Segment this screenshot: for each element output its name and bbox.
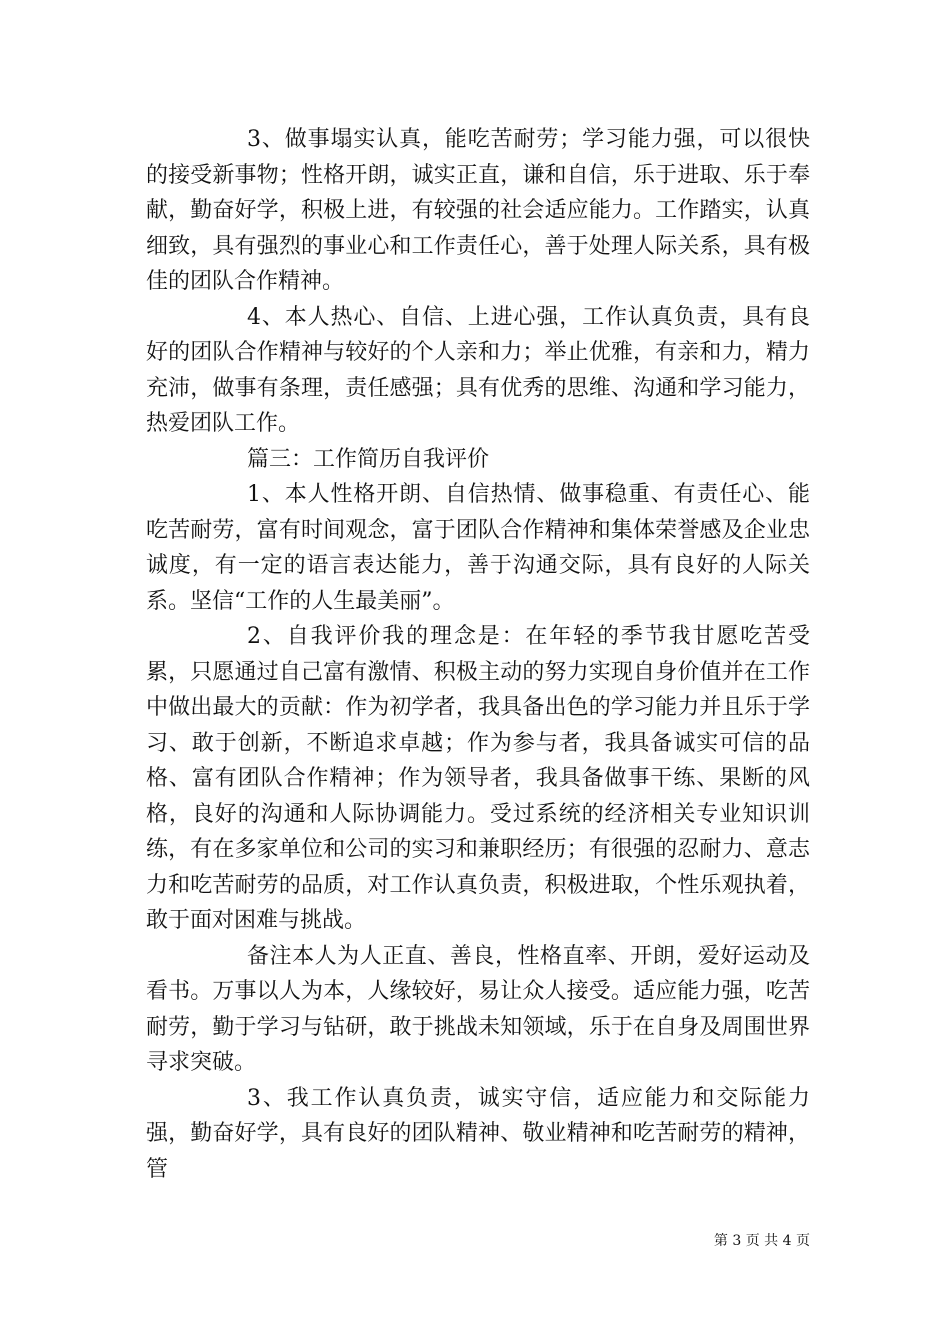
- page-number-footer: 第 3 页 共 4 页: [713, 1233, 810, 1249]
- paragraph-item-3: 3、做事塌实认真，能吃苦耐劳；学习能力强，可以很快的接受新事物；性格开朗，诚实正直，谦和自信，乐于进取、乐于奉献，勤奋好学，积极上进，有较强的社会适应能力。工作踏实，认真细致，具有强烈的事业心和工作责任心，善于处理人际关系，具有极佳的团队合作精神。: [146, 127, 810, 294]
- paragraph-item-1: 1、本人性格开朗、自信热情、做事稳重、有责任心、能吃苦耐劳，富有时间观念，富于团队合作精神和集体荣誉感及企业忠诚度，有一定的语言表达能力，善于沟通交际，具有良好的人际关系。坚信“工作的人生最美丽”。: [146, 482, 810, 614]
- document-body: [146, 122, 810, 1187]
- paragraph-item-2: 2、自我评价我的理念是：在年轻的季节我甘愿吃苦受累，只愿通过自己富有激情、积极主动的努力实现自身价值并在工作中做出最大的贡献：作为初学者，我具备出色的学习能力并且乐于学习、敢于创新，不断追求卓越；作为参与者，我具备诚实可信的品格、富有团队合作精神；作为领导者，我具备做事干练、果断的风格，良好的沟通和人际协调能力。受过系统的经济相关专业知识训练，有在多家单位和公司的实习和兼职经历；有很强的忍耐力、意志力和吃苦耐劳的品质，对工作认真负责，积极进取，个性乐观执着，敢于面对困难与挑战。: [146, 624, 810, 933]
- paragraph-remark: 备注本人为人正直、善良，性格直率、开朗，爱好运动及看书。万事以人为本，人缘较好，易让众人接受。适应能力强，吃苦耐劳，勤于学习与钻研，敢于挑战未知领域，乐于在自身及周围世界寻求突破。: [146, 943, 810, 1075]
- paragraph-item-3-continued: 3、我工作认真负责，诚实守信，适应能力和交际能力强，勤奋好学，具有良好的团队精神、敬业精神和吃苦耐劳的精神，管: [146, 1085, 810, 1182]
- section-heading: 篇三：工作简历自我评价: [247, 446, 490, 472]
- paragraph-item-4: 4、本人热心、自信、上进心强，工作认真负责，具有良好的团队合作精神与较好的个人亲和力；举止优雅，有亲和力，精力充沛，做事有条理，责任感强；具有优秀的思维、沟通和学习能力，热爱团队工作。: [146, 304, 810, 436]
